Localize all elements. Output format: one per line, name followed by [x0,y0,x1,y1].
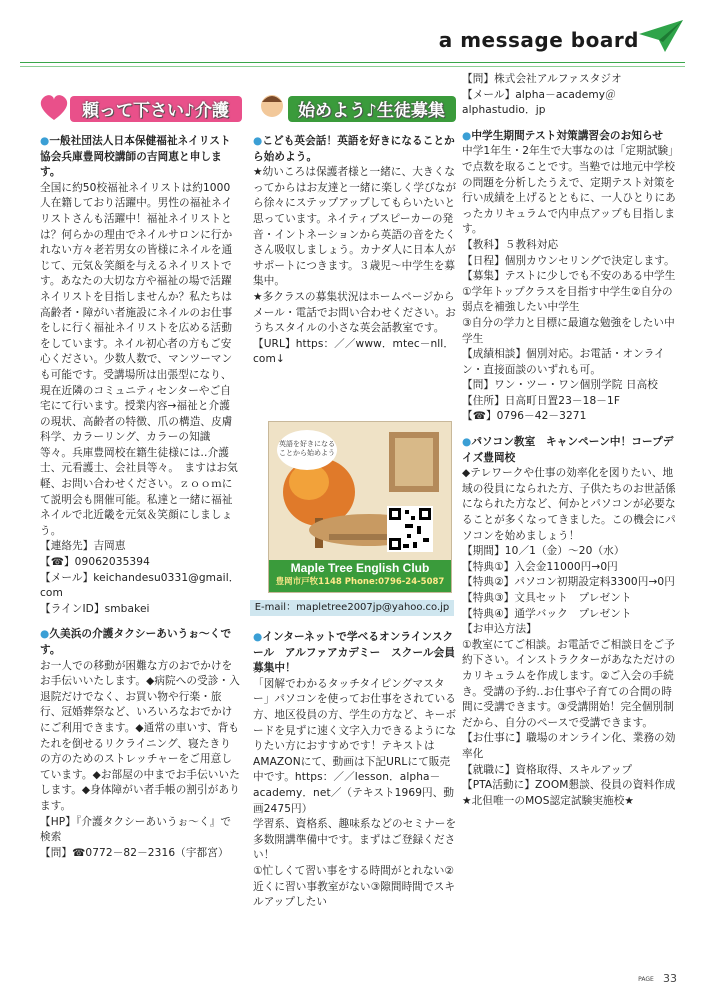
spacer [462,119,680,129]
article-title: ●インターネットで学べるオンラインスクール アルファアカデミー スクール会員募集中！ [253,631,456,675]
bullet-icon: ● [40,135,50,147]
info-line: 【特典①】入会金11000円→0円 [462,560,618,573]
column-2-lower [253,630,459,911]
article-body: ①忙しくて習い事をする時間がとれない②近くに習い事教室がない③隙間時間でスキルアップしたい [253,864,456,909]
info-line: 【募集】テストに少しでも不安のある中学生 [462,270,676,283]
article-title: ●こども英会話！英語を好きになることから始めよう。 [253,135,455,163]
info-line: 【教科】５教科対応 [462,238,559,251]
info-line: ★北但唯一のMOS認定試験実施校★ [462,794,635,807]
header-title: a message board [438,28,639,52]
article-body: 中学1年生・2年生で大事なのは「定期試験」で点数を取ることです。当塾では地元中学校の問題を分析したうえで、定期テスト対策を行い成績を上げるとともに、一人ひとりにあったカリキュラムで内申点アップも目指します。 [462,145,679,236]
banner-students [258,90,458,126]
spacer [40,617,240,627]
info-line: 【お仕事に】職場のオンライン化、業務の効率化 [462,732,676,760]
bullet-icon: ● [40,628,50,641]
ad-address: 豊岡市戸牧1148 Phone:0796-24-5087 [275,577,445,587]
article-title: ●中学生期間テスト対策講習会のお知らせ [462,129,664,142]
info-line: ①学年トップクラスを目指す中学生②自分の弱点を補強したい中学生 [462,285,673,314]
column-3 [462,72,680,809]
bullet-icon: ● [253,631,263,643]
qr-code-icon [387,506,433,552]
article-body: ◆テレワークや仕事の効率化を図りたい、地域の役員になられた方、子供たちのお世話係になられた方など、何かとパソコンが必要なることが多くなってきました。この機会にパソコンを始めましょう！ [462,467,676,542]
column-1 [40,134,240,861]
banner-care [36,90,246,126]
info-line: 【お申込方法】 [462,623,537,636]
info-line: 【特典④】通学バック プレゼント [462,607,632,620]
email-line: 【メール】keichandesu0331@gmail．com [40,571,240,600]
info-line: 【就職に】資格取得、スキルアップ [462,763,633,776]
ad-footer [269,560,451,592]
info-line: 【期間】10／1（金）～20（水） [462,545,625,558]
page-header [0,0,705,60]
email-line: 【メール】alpha－academy＠alphastudio．jp [462,88,616,117]
hp-line: 【HP】『介護タクシーあいうぉ～く』で検索 [40,815,232,844]
article-body: 学習系、資格系、趣味系などのセミナーを多数開講準備中です。まずはご登録ください！ [253,818,457,862]
line-id-line: 【ラインID】smbakei [40,602,150,615]
url-line: 【URL】https：／／www．mtec－nll．com↓ [253,337,455,366]
info-line: ③自分の学力と目標に最適な勉強をしたい中学生 [462,316,675,345]
ad-speech-bubble: 英語を好きになることから始めよう [277,430,337,470]
article-body: ★幼いころは保護者様と一緒に、大きくなってからはお友達と一緒に楽しく学びながら徐々にステップアップしてもらいたいと思っています。ネイティブスピーカーの発音・イントネーションから英語の音をたくさん吸収しましょう。カナダ人に日本人がサポートにつきます。３歳児～中学生を募集中。 [253,166,457,288]
column-2 [253,134,459,368]
article-body: ★多クラスの募集状況はホームページからメール・電話でお問い合わせください。おうちスタイルの小さな英会話教室です。 [253,290,456,335]
bullet-icon: ● [462,129,472,142]
info-line: 【特典②】パソコン初期設定料3300円→0円 [462,576,675,589]
banner-students-text: 始めよう♪生徒募集 [298,101,445,121]
info-line: 【問】ワン・ツー・ワン個別学院 日高校 [462,379,658,392]
info-line: 【特典③】文具セット プレゼント [462,592,632,604]
phone-line: 【問】☎0772－82－2316（宇都宮） [40,846,229,859]
contact-line: 【問】株式会社アルファスタジオ [462,73,622,85]
info-line: 【成績相談】個別対応。お電話・オンライン・直接面談のいずれも可。 [462,348,665,376]
article-body: ①教室にてご相談。お電話でご相談日をご予約下さい。インストラクターがあなただけのカリキュラムを作成します。②ご入会の手続き。受講の予約‥お仕事や子育ての合間の時間に受講できます。③受講開始！完全個別制だから、自分のペースで受講できます。 [462,638,676,729]
article-body: 全国に約50校福祉ネイリストは約1000人在籍しており活躍中。男性の福祉ネイリストさんも活躍中！福祉ネイリストとは？何らかの理由でネイルサロンに行かれない方々老若男女の皆様にネイルを通じて、元気＆笑顔を与えるネイリストです。あなたの大切な方や福祉の場で活躍ネイリストを目指しませんか？私たちは高齢者・障がい者施設にネイルのお仕事をしに行く福祉ネイリストを広める活動をしています。ネイル初心者の方もご安心ください。少数人数で、マンツーマンも可能です。受講場所は出張型になり、現在近隣のコミュニティセンターやご自宅にて行います。授業内容→福祉と介護の現状、高齢者の特徴、爪の構造、皮膚科学、カラーリング、カラーの知識等々。兵庫豊岡校在籍生徒様には‥介護士、元看護士、会社員等々。 ますはお気軽、お問い合わせください。ｚｏｏｍにて説明会も開催可能。私達と一緒に福祉ネイルで北近畿を元気＆笑顔にしましょう。 [40,181,238,537]
phone-line: 【☎】09062035394 [40,556,150,569]
page-label: PAGE [638,975,654,983]
banner-care-text: 頼って下さい♪介護 [82,101,229,121]
contact-line: 【連絡先】吉岡恵 [40,540,126,553]
paper-plane-icon [639,20,683,52]
bullet-icon: ● [253,135,263,147]
page-footer [638,972,677,985]
bullet-icon: ● [462,436,472,449]
header-divider-2 [20,66,685,67]
header-divider [20,62,685,63]
ad-email: E-mail：mapletree2007jp@yahoo.co.jp [250,600,454,616]
article-title: ●久美浜の介護タクシーあいうぉ～くです。 [40,628,232,656]
article-title: ●一般社団法人日本保健福祉ネイリスト協会兵庫豊岡校講師の吉岡恵と申します。 [40,135,231,179]
info-line: 【PTA活動に】ZOOM懇談、役員の資料作成 [462,779,676,792]
article-body: 「図解でわかるタッチタイピングマスター」パソコンを使ってお仕事をされている方、地区役員の方、学生の方など、キーボードを見ずに速く文字入力できるようになりたい方におすすめです！テキストはAMAZONにて、動画は下記URLにて販売中です。https：／／lesson．alpha－academy．net／（テキスト1969円、動画2475円） [253,677,457,815]
ad-club-name: Maple Tree English Club [290,561,430,575]
address-line: 【住所】日高町日置23－18－1F [462,394,621,407]
page-number: 33 [663,972,677,985]
article-title: ●パソコン教室 キャンペーン中！コープデイズ豊岡校 [462,436,674,464]
info-line: 【日程】個別カウンセリングで決定します。 [462,254,675,267]
maple-tree-ad [268,421,452,593]
phone-line: 【☎】0796－42－3271 [462,410,587,423]
spacer [462,425,680,435]
article-body: お一人での移動が困難な方のおでかけをお手伝いいたします。◆病院への受診・入退院だけでなく、お買い物や行楽・旅行、冠婚葬祭など、いろいろなおでかけにご利用できます。◆通常の車いす、背もたれを倒せるリクライニング、寝たきりの方のためのストレッチャーをご用意しています。◆お部屋の中までお手伝いいたします。◆身体障がい者手帳の割引があります。 [40,659,240,812]
